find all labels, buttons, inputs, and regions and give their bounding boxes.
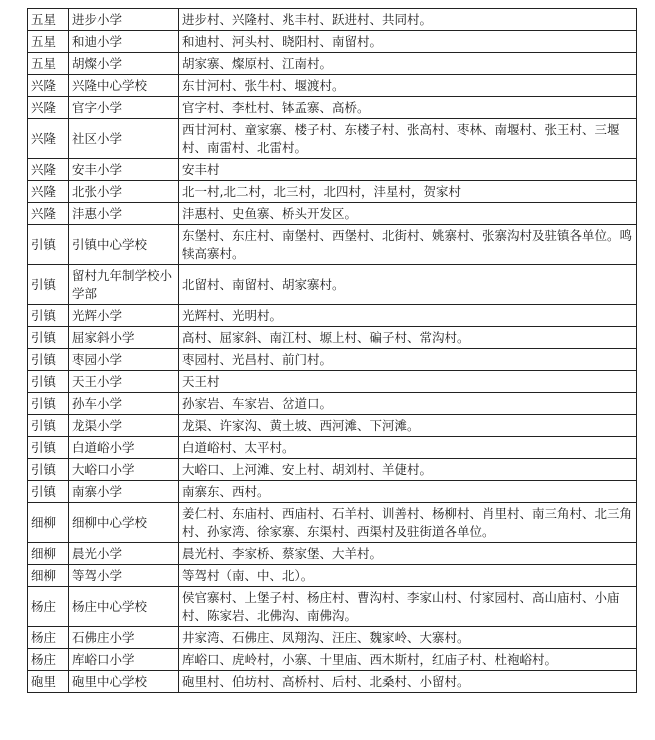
table-row <box>28 503 637 543</box>
town-cell: 兴隆 <box>28 203 69 225</box>
area-cell: 和迪村、河头村、晓阳村、南留村。 <box>179 31 637 53</box>
table-row <box>28 9 637 31</box>
table-row <box>28 459 637 481</box>
table-row <box>28 53 637 75</box>
table-row <box>28 587 637 627</box>
town-cell: 细柳 <box>28 543 69 565</box>
table-row <box>28 305 637 327</box>
school-cell: 天王小学 <box>69 371 179 393</box>
school-cell: 安丰小学 <box>69 159 179 181</box>
town-cell: 五星 <box>28 31 69 53</box>
school-cell: 枣园小学 <box>69 349 179 371</box>
table-row <box>28 159 637 181</box>
school-cell: 社区小学 <box>69 119 179 159</box>
table-row <box>28 225 637 265</box>
school-cell: 大峪口小学 <box>69 459 179 481</box>
town-cell: 引镇 <box>28 305 69 327</box>
school-cell: 白道峪小学 <box>69 437 179 459</box>
town-cell: 引镇 <box>28 437 69 459</box>
area-cell: 天王村 <box>179 371 637 393</box>
school-cell: 留村九年制学校小学部 <box>69 265 179 305</box>
school-cell: 兴隆中心学校 <box>69 75 179 97</box>
area-cell: 沣惠村、史鱼寨、桥头开发区。 <box>179 203 637 225</box>
area-cell: 大峪口、上河滩、安上村、胡刘村、羊倢村。 <box>179 459 637 481</box>
school-cell: 和迪小学 <box>69 31 179 53</box>
area-cell: 晨光村、李家桥、蔡家堡、大羊村。 <box>179 543 637 565</box>
area-cell: 枣园村、光昌村、前门村。 <box>179 349 637 371</box>
area-cell: 孙家岩、车家岩、岔道口。 <box>179 393 637 415</box>
area-cell: 官字村、李杜村、钵孟寨、高桥。 <box>179 97 637 119</box>
school-cell: 光辉小学 <box>69 305 179 327</box>
school-cell: 杨庄中心学校 <box>69 587 179 627</box>
school-cell: 胡燦小学 <box>69 53 179 75</box>
table-row <box>28 627 637 649</box>
table-row <box>28 181 637 203</box>
school-cell: 石佛庄小学 <box>69 627 179 649</box>
town-cell: 杨庄 <box>28 587 69 627</box>
town-cell: 杨庄 <box>28 649 69 671</box>
table-row <box>28 371 637 393</box>
school-cell: 进步小学 <box>69 9 179 31</box>
table-row <box>28 543 637 565</box>
table-row <box>28 31 637 53</box>
town-cell: 引镇 <box>28 481 69 503</box>
area-cell: 姜仁村、东庙村、西庙村、石羊村、训善村、杨柳村、肖里村、南三角村、北三角村、孙家湾、徐家寨、东渠村、西渠村及驻街道各单位。 <box>179 503 637 543</box>
school-district-table <box>27 8 637 693</box>
table-row <box>28 393 637 415</box>
town-cell: 砲里 <box>28 671 69 693</box>
table-row <box>28 119 637 159</box>
town-cell: 细柳 <box>28 565 69 587</box>
town-cell: 引镇 <box>28 225 69 265</box>
school-cell: 晨光小学 <box>69 543 179 565</box>
town-cell: 兴隆 <box>28 159 69 181</box>
town-cell: 兴隆 <box>28 75 69 97</box>
area-cell: 等驾村（南、中、北）。 <box>179 565 637 587</box>
area-cell: 东甘河村、张牛村、堰渡村。 <box>179 75 637 97</box>
town-cell: 引镇 <box>28 349 69 371</box>
area-cell: 北留村、南留村、胡家寨村。 <box>179 265 637 305</box>
school-cell: 砲里中心学校 <box>69 671 179 693</box>
school-cell: 屈家斜小学 <box>69 327 179 349</box>
area-cell: 砲里村、伯坊村、高桥村、后村、北桑村、小留村。 <box>179 671 637 693</box>
table-row <box>28 327 637 349</box>
area-cell: 南寨东、西村。 <box>179 481 637 503</box>
area-cell: 侯官寨村、上堡子村、杨庄村、曹沟村、李家山村、付家园村、高山庙村、小庙村、陈家岩、北佛沟、南佛沟。 <box>179 587 637 627</box>
table-row <box>28 481 637 503</box>
school-cell: 沣惠小学 <box>69 203 179 225</box>
area-cell: 胡家寨、燦原村、江南村。 <box>179 53 637 75</box>
school-cell: 等驾小学 <box>69 565 179 587</box>
town-cell: 兴隆 <box>28 119 69 159</box>
table-row <box>28 415 637 437</box>
town-cell: 五星 <box>28 53 69 75</box>
school-cell: 细柳中心学校 <box>69 503 179 543</box>
table-body <box>28 9 637 693</box>
area-cell: 西甘河村、童家寨、楼子村、东楼子村、张高村、枣林、南堰村、张王村、三堰村、南雷村、北雷村。 <box>179 119 637 159</box>
table-row <box>28 437 637 459</box>
town-cell: 兴隆 <box>28 181 69 203</box>
school-cell: 龙渠小学 <box>69 415 179 437</box>
table-row <box>28 203 637 225</box>
table-row <box>28 671 637 693</box>
school-cell: 孙车小学 <box>69 393 179 415</box>
table-row <box>28 97 637 119</box>
area-cell: 井家湾、石佛庄、凤翔沟、汪庄、魏家岭、大寨村。 <box>179 627 637 649</box>
table-row <box>28 265 637 305</box>
school-cell: 官字小学 <box>69 97 179 119</box>
town-cell: 兴隆 <box>28 97 69 119</box>
area-cell: 光辉村、光明村。 <box>179 305 637 327</box>
table-row <box>28 565 637 587</box>
town-cell: 细柳 <box>28 503 69 543</box>
town-cell: 引镇 <box>28 415 69 437</box>
town-cell: 引镇 <box>28 393 69 415</box>
area-cell: 进步村、兴隆村、兆丰村、跃进村、共同村。 <box>179 9 637 31</box>
area-cell: 龙渠、许家沟、黄土坡、西河滩、下河滩。 <box>179 415 637 437</box>
area-cell: 库峪口、虎岭村，小寨、十里庙、西木斯村，红庙子村、杜袍峪村。 <box>179 649 637 671</box>
table-row <box>28 349 637 371</box>
town-cell: 五星 <box>28 9 69 31</box>
school-cell: 库峪口小学 <box>69 649 179 671</box>
table-row <box>28 75 637 97</box>
area-cell: 安丰村 <box>179 159 637 181</box>
school-cell: 引镇中心学校 <box>69 225 179 265</box>
town-cell: 引镇 <box>28 371 69 393</box>
table-row <box>28 649 637 671</box>
town-cell: 引镇 <box>28 327 69 349</box>
area-cell: 白道峪村、太平村。 <box>179 437 637 459</box>
school-cell: 南寨小学 <box>69 481 179 503</box>
town-cell: 杨庄 <box>28 627 69 649</box>
area-cell: 高村、屈家斜、南江村、塬上村、碥子村、常沟村。 <box>179 327 637 349</box>
town-cell: 引镇 <box>28 459 69 481</box>
area-cell: 东堡村、东庄村、南堡村、西堡村、北街村、姚寨村、张寨沟村及驻镇各单位。鸣犊高寨村。 <box>179 225 637 265</box>
area-cell: 北一村,北二村，北三村，北四村，沣星村，贺家村 <box>179 181 637 203</box>
town-cell: 引镇 <box>28 265 69 305</box>
school-cell: 北张小学 <box>69 181 179 203</box>
